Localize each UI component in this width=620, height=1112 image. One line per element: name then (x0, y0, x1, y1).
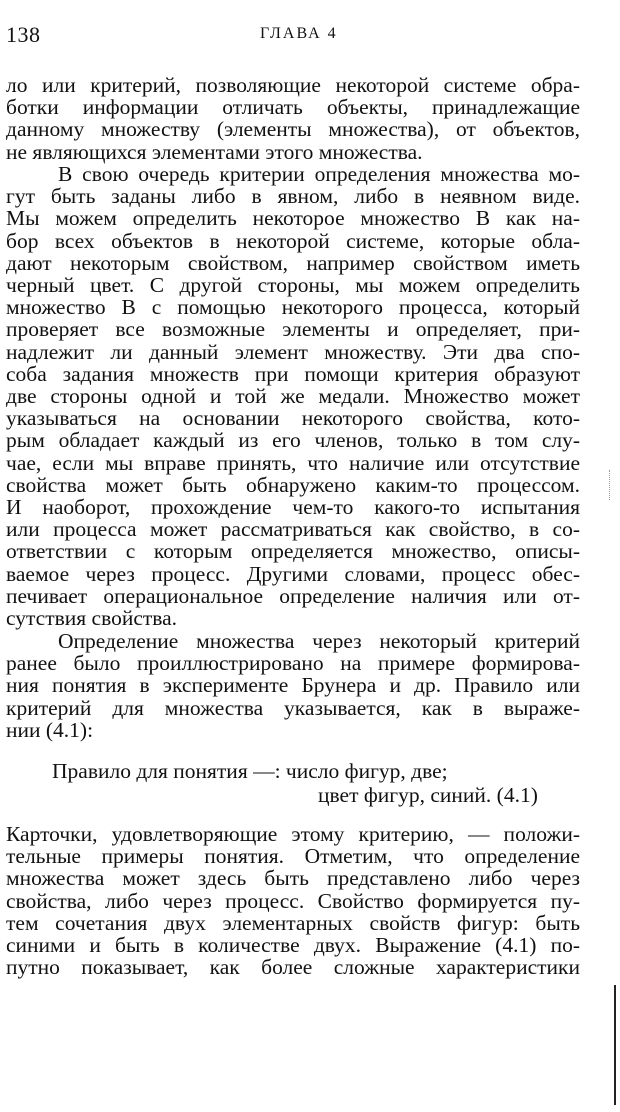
text-line: печивает операциональное определение наличия или от- (6, 583, 580, 608)
text-line: множество B с помощью некоторого процесса, который (6, 295, 580, 320)
text-line: чае, если мы вправе принять, что наличие или отсутствие (6, 450, 580, 475)
text-line: Карточки, удовлетворяющие этому критерию, — положи- (6, 822, 580, 846)
text-line: ло или критерий, позволяющие некоторой системе обра- (6, 73, 580, 97)
text-line: бор всех объектов в некоторой системе, которые обла- (6, 228, 580, 253)
text-line: нии (4.1): (6, 717, 94, 742)
text-line: свойства может быть обнаружено каким-то процессом. (6, 472, 580, 497)
text-line: дают некоторым свойством, например свойством иметь (6, 250, 580, 275)
text-line: не являющихся элементами этого множества. (6, 139, 423, 164)
formula-line: Правило для понятия —: число фигур, две; (52, 759, 448, 783)
text-line: две стороны одной и той же медали. Множество может (6, 384, 580, 409)
text-line: сутствия свойства. (6, 606, 178, 631)
text-line: тем сочетания двух элементарных свойств фигур: быть (6, 910, 580, 935)
text-line: рым обладает каждый из его членов, только в том слу- (6, 428, 580, 453)
text-line: В свою очередь критерии определения множества мо- (58, 162, 580, 186)
text-line: Мы можем определить некоторое множество B как на- (6, 206, 580, 231)
text-line: соба задания множеств при помощи критерия образуют (6, 361, 580, 386)
text-line: надлежит ли данный элемент множеству. Эти два спо- (6, 339, 580, 364)
text-line: критерий для множества указывается, как в выраже- (6, 695, 580, 720)
paragraph-cards (6, 823, 580, 978)
text-line: синими и быть в количестве двух. Выражение (4.1) по- (6, 933, 580, 958)
page-number: 138 (6, 22, 41, 47)
page-edge-shadow (614, 985, 616, 1105)
text-line: множества может здесь быть представлено либо через (6, 866, 580, 891)
text-line: свойства, либо через процесс. Свойство формируется пу- (6, 888, 580, 913)
scan-edge-mark (609, 470, 611, 500)
text-line: ответствии с которым определяется множество, описы- (6, 539, 580, 564)
text-line: тельные примеры понятия. Отметим, что определение (6, 844, 580, 869)
page-header (0, 22, 620, 52)
text-line: путно показывает, как более сложные характеристики (6, 955, 580, 980)
text-line: ния понятия в эксперименте Брунера и др. Правило или (6, 673, 580, 698)
text-line: ваемое через процесс. Другими словами, процесс обес- (6, 561, 580, 586)
text-line: ранее было проиллюстрировано на примере формирова- (6, 651, 580, 676)
chapter-title: ГЛАВА 4 (260, 25, 338, 42)
paragraph-continuation (6, 74, 580, 163)
text-line: Определение множества через некоторый критерий (58, 629, 580, 653)
text-line: ботки информации отличать объекты, принадлежащие (6, 95, 580, 120)
paragraph-example (6, 630, 580, 741)
text-line: гут быть заданы либо в явном, либо в неявном виде. (6, 184, 580, 209)
text-line: И наоборот, прохождение чем-то какого-то испытания (6, 495, 580, 520)
text-line: данному множеству (элементы множества), от объектов, (6, 117, 580, 142)
text-line: указываться на основании некоторого свойства, кото- (6, 406, 580, 431)
paragraph-criteria (6, 163, 580, 629)
text-line: проверяет все возможные элементы и определяет, при- (6, 317, 580, 342)
text-line: черный цвет. С другой стороны, мы можем определить (6, 273, 580, 298)
formula-line: цвет фигур, синий. (4.1) (318, 783, 538, 807)
text-line: или процесса может рассматриваться как свойство, в со- (6, 517, 580, 542)
